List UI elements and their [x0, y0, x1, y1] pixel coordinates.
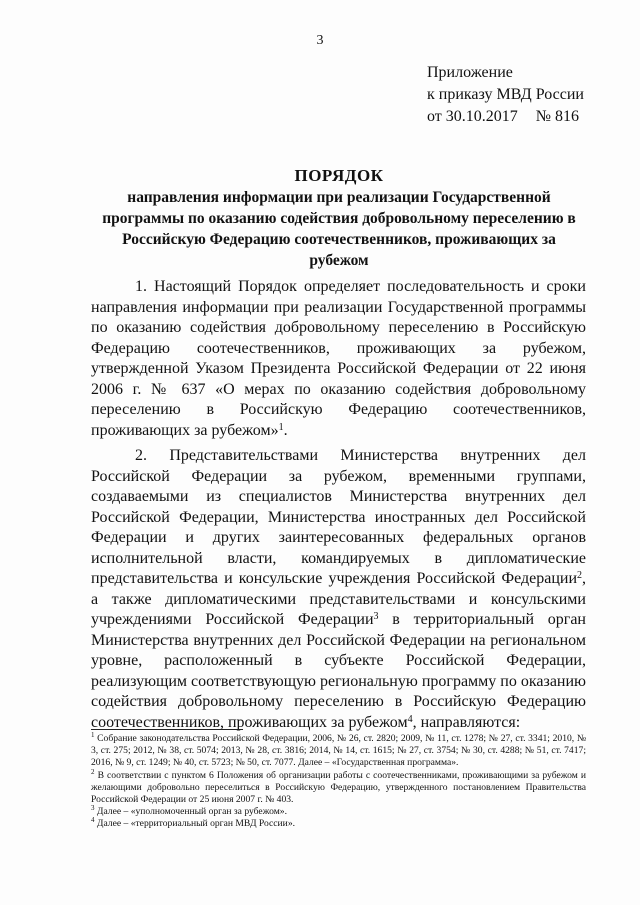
footnote-2-number: 2: [91, 767, 95, 776]
paragraph-1-text: 1. Настоящий Порядок определяет последовательность и сроки направления информации при реализации Государственной программы по оказанию содействия добровольному переселению в Российскую Федерацию соотечественников, проживающих за рубежом, утвержденной Указом Президента Российской Федерации от 22 июня 2006 г. № 637 «О мерах по оказанию содействия добровольному переселению в Российскую Федерацию соотечественников, проживающих за рубежом»: [91, 278, 586, 439]
footnote-4-text: Далее – «территориальный орган МВД России».: [96, 818, 296, 830]
paragraph-2-text-d: , направляются:: [412, 713, 521, 731]
appendix-order-date: от 30.10.2017: [427, 108, 518, 125]
footnotes: [91, 733, 586, 831]
paragraph-2-text-c: в территориальный орган Министерства внутренних дел Российской Федерации на региональном уровне, расположенный в субъекте Российской Федерации, реализующим соответствующую региональную программу по оказанию содействия добровольному переселению в Российскую Федерацию соотечественников, проживающих за рубежом: [91, 611, 586, 731]
title-main: ПОРЯДОК: [294, 166, 384, 185]
footnote-3-number: 3: [91, 804, 95, 813]
appendix-order-date-number: [427, 106, 584, 128]
appendix-header: [427, 62, 584, 128]
footnote-ref-1: 1: [278, 421, 284, 433]
footnote-ref-2: 2: [577, 570, 582, 581]
footnote-ref-4: 4: [407, 713, 413, 725]
footnote-1: [91, 733, 586, 770]
page-number: 3: [316, 33, 324, 48]
paragraph-2: [91, 446, 586, 733]
title-subtitle: направления информации при реализации Государственной программы по оказанию содействия добровольному переселению в Российскую Федерацию соотечественников, проживающих за рубежом: [102, 189, 576, 269]
paragraph-1-tail: .: [283, 421, 288, 439]
footnote-ref-3: 3: [373, 611, 379, 622]
appendix-order-reference: к приказу МВД России: [427, 86, 584, 103]
appendix-order-number: № 816: [535, 108, 580, 125]
footnote-separator: [91, 729, 243, 730]
footnote-2-text: В соответствии с пунктом 6 Положения об организации работы с соотечественниками, проживающими за рубежом и желающими добровольно переселиться в Российскую Федерацию, утвержденного постановлением Правительства Российской Федерации от 25 июня 2007 г. № 403.: [91, 769, 586, 806]
footnote-4-number: 4: [91, 816, 95, 825]
footnote-1-text: Собрание законодательства Российской Федерации, 2006, № 26, ст. 2820; 2009, № 11, ст. 1278; № 27, ст. 3341; 2010, № 3, ст. 275; 2012, № 38, ст. 5074; 2013, № 28, ст. 3816; 2014, № 14, ст. 1615; № 27, ст. 3754; № 30, ст. 4288; № 51, ст. 7417; 2016, № 9, ст. 1249; № 40, ст. 5723; № 50, ст. 7077. Далее – «Государственная программа».: [91, 733, 587, 769]
footnote-4: [91, 818, 586, 830]
document-title: [92, 165, 586, 271]
paragraph-2-text-b: , а также дипломатическими представительствами и консульскими учреждениями Российской Федерации: [91, 570, 586, 628]
footnote-1-number: 1: [91, 731, 95, 739]
footnote-2: [91, 767, 586, 807]
paragraph-1: [91, 277, 586, 441]
paragraph-2-text-a: 2. Представительствами Министерства внутренних дел Российской Федерации за рубежом, временными группами, создаваемыми из специалистов Министерства внутренних дел Российской Федерации, Министерства иностранных дел Российской Федерации и других заинтересованных федеральных органов исполнительной власти, командируемых в дипломатические представительства и консульские учреждения Российской Федерации: [91, 447, 586, 587]
appendix-label: Приложение: [427, 64, 513, 81]
document-body: [91, 277, 586, 733]
footnote-3: [91, 806, 586, 818]
footnote-3-text: Далее – «уполномоченный орган за рубежом».: [96, 806, 287, 818]
